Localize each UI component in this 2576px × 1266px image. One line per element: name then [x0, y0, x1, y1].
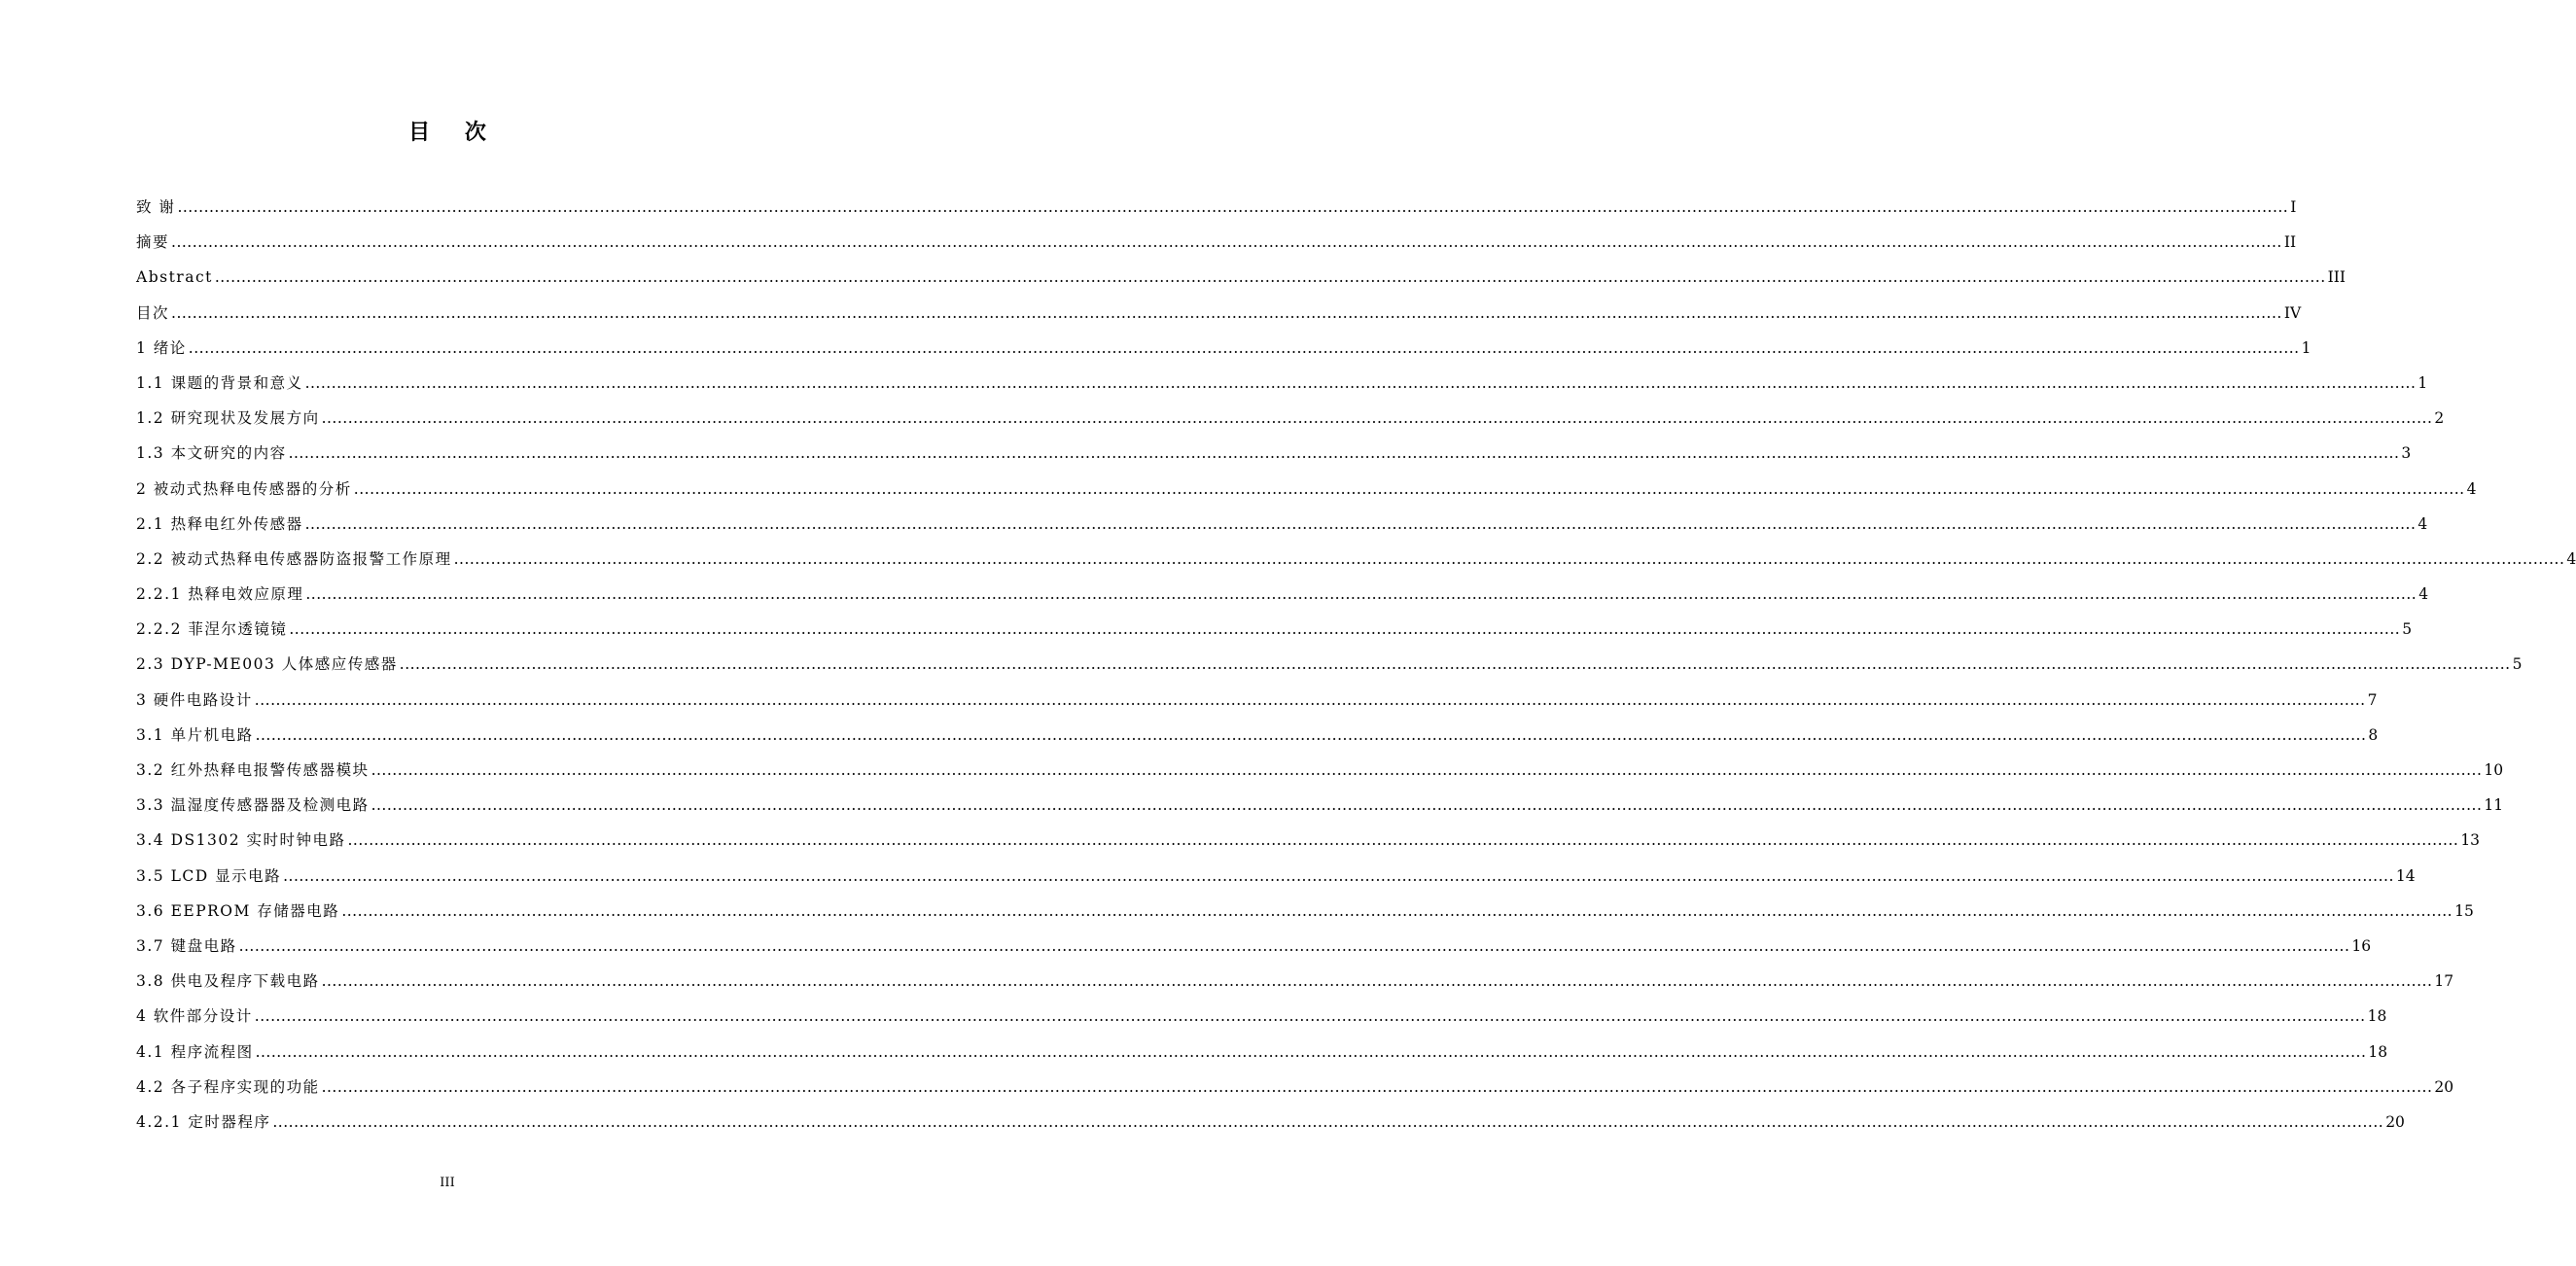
toc-entry-page: 1 [2417, 373, 2428, 392]
toc-dot-leader: ................................................................................................................................................................................................................................................................................................................................................................................................................ [254, 690, 2366, 709]
toc-dot-leader: ................................................................................................................................................................................................................................................................................................................................................................................................................ [171, 233, 2282, 252]
toc-entry-label: 2.3 DYP-ME003 人体感应传感器 [136, 655, 398, 674]
toc-dot-leader: ................................................................................................................................................................................................................................................................................................................................................................................................................ [171, 303, 2282, 322]
toc-entry-page: 20 [2434, 1077, 2454, 1096]
toc-dot-leader: ................................................................................................................................................................................................................................................................................................................................................................................................................ [254, 1007, 2366, 1026]
toc-entry [136, 792, 2504, 827]
toc-dot-leader: ................................................................................................................................................................................................................................................................................................................................................................................................................ [283, 866, 2394, 885]
toc-entry [136, 651, 2523, 686]
toc-dot-leader: ................................................................................................................................................................................................................................................................................................................................................................................................................ [214, 268, 2326, 287]
toc-entry-page: 4 [2417, 514, 2428, 533]
toc-entry [136, 335, 2311, 370]
toc-entry-label: 1.1 课题的背景和意义 [136, 373, 303, 392]
toc-dot-leader: ................................................................................................................................................................................................................................................................................................................................................................................................................ [255, 1042, 2367, 1061]
toc-entry [136, 863, 2416, 898]
page-number: III [440, 1176, 455, 1190]
toc-entry-page: 18 [2367, 1007, 2387, 1026]
toc-entry-page: 8 [2368, 725, 2379, 744]
toc-entry-page: I [2290, 198, 2297, 216]
toc-entry-label: 2.1 热释电红外传感器 [136, 514, 303, 533]
toc-entry-page: III [2327, 268, 2347, 287]
toc-entry [136, 405, 2445, 440]
toc-entry-page: 13 [2460, 831, 2481, 850]
toc-entry [136, 757, 2504, 792]
toc-dot-leader: ................................................................................................................................................................................................................................................................................................................................................................................................................ [321, 409, 2433, 428]
toc-entry-page: 2 [2434, 409, 2445, 428]
toc-entry [136, 1109, 2405, 1144]
toc-entry [136, 933, 2372, 968]
toc-dot-leader: ................................................................................................................................................................................................................................................................................................................................................................................................................ [399, 655, 2511, 674]
toc-entry [136, 229, 2297, 264]
toc-entry-page: 18 [2368, 1042, 2388, 1061]
page-title: 目 次 [408, 120, 500, 145]
toc-entry-label: 3.2 红外热释电报警传感器模块 [136, 761, 370, 779]
toc-entry [136, 1003, 2387, 1038]
toc-dot-leader: ................................................................................................................................................................................................................................................................................................................................................................................................................ [188, 338, 2300, 357]
toc-entry-page: 4 [2466, 479, 2477, 498]
table-of-contents [136, 194, 2576, 1144]
toc-entry-label: 4 软件部分设计 [136, 1007, 253, 1026]
toc-entry [136, 1039, 2388, 1074]
toc-dot-leader: ................................................................................................................................................................................................................................................................................................................................................................................................................ [304, 373, 2417, 392]
toc-dot-leader: ................................................................................................................................................................................................................................................................................................................................................................................................................ [288, 444, 2400, 463]
toc-entry [136, 827, 2481, 862]
toc-entry-page: 11 [2484, 796, 2504, 815]
toc-entry-label: 3.4 DS1302 实时时钟电路 [136, 831, 346, 850]
toc-dot-leader: ................................................................................................................................................................................................................................................................................................................................................................................................................ [353, 479, 2465, 498]
toc-dot-leader: ................................................................................................................................................................................................................................................................................................................................................................................................................ [305, 585, 2417, 604]
toc-entry-label: 3 硬件电路设计 [136, 690, 253, 709]
toc-entry [136, 968, 2454, 1003]
toc-entry-label: 4.2 各子程序实现的功能 [136, 1077, 320, 1096]
toc-entry-label: 3.1 单片机电路 [136, 725, 254, 744]
toc-entry [136, 194, 2297, 229]
toc-entry [136, 687, 2378, 722]
toc-entry-page: 4 [2418, 585, 2429, 604]
toc-entry [136, 370, 2428, 405]
toc-entry [136, 581, 2429, 616]
toc-entry-label: 1.2 研究现状及发展方向 [136, 409, 320, 428]
toc-entry-label: 3.8 供电及程序下载电路 [136, 972, 320, 991]
toc-entry-label: 3.5 LCD 显示电路 [136, 866, 282, 885]
toc-dot-leader: ................................................................................................................................................................................................................................................................................................................................................................................................................ [347, 831, 2459, 850]
toc-dot-leader: ................................................................................................................................................................................................................................................................................................................................................................................................................ [341, 901, 2453, 920]
toc-entry-page: 5 [2512, 655, 2523, 674]
toc-entry-page: 14 [2395, 866, 2416, 885]
toc-entry-label: 3.7 键盘电路 [136, 936, 237, 955]
toc-entry-page: 5 [2402, 620, 2413, 639]
toc-dot-leader: ................................................................................................................................................................................................................................................................................................................................................................................................................ [304, 514, 2417, 533]
toc-entry-label: 致 谢 [136, 198, 176, 216]
toc-entry-label: 4.1 程序流程图 [136, 1042, 254, 1061]
toc-dot-leader: ................................................................................................................................................................................................................................................................................................................................................................................................................ [371, 796, 2483, 815]
toc-entry-page: 1 [2301, 338, 2311, 357]
toc-entry [136, 440, 2412, 475]
toc-entry [136, 476, 2477, 511]
toc-entry-page: 16 [2351, 936, 2372, 955]
toc-entry-label: 摘要 [136, 233, 170, 252]
toc-entry-page: 10 [2484, 761, 2504, 779]
toc-dot-leader: ................................................................................................................................................................................................................................................................................................................................................................................................................ [371, 761, 2483, 779]
toc-dot-leader: ................................................................................................................................................................................................................................................................................................................................................................................................................ [238, 936, 2350, 955]
toc-entry [136, 264, 2347, 299]
toc-dot-leader: ................................................................................................................................................................................................................................................................................................................................................................................................................ [272, 1112, 2384, 1131]
toc-entry-label: 2.2.1 热释电效应原理 [136, 585, 304, 604]
toc-entry-label: 1.3 本文研究的内容 [136, 444, 287, 463]
toc-entry-page: 15 [2454, 901, 2474, 920]
toc-dot-leader: ................................................................................................................................................................................................................................................................................................................................................................................................................ [289, 620, 2401, 639]
toc-entry-label: Abstract [136, 268, 213, 287]
toc-dot-leader: ................................................................................................................................................................................................................................................................................................................................................................................................................ [255, 725, 2367, 744]
toc-entry [136, 898, 2474, 933]
toc-entry [136, 546, 2576, 581]
toc-entry-page: 7 [2367, 690, 2378, 709]
toc-entry-label: 4.2.1 定时器程序 [136, 1112, 271, 1131]
toc-entry [136, 300, 2302, 335]
toc-entry-label: 2 被动式热释电传感器的分析 [136, 479, 352, 498]
toc-entry-label: 3.6 EEPROM 存储器电路 [136, 901, 340, 920]
toc-entry-page: II [2283, 233, 2297, 252]
toc-entry-label: 1 绪论 [136, 338, 187, 357]
toc-entry [136, 722, 2379, 757]
toc-entry-page: 17 [2434, 972, 2454, 991]
toc-entry-page: IV [2283, 303, 2302, 322]
toc-entry-label: 目次 [136, 303, 170, 322]
toc-entry-label: 3.3 温湿度传感器器及检测电路 [136, 796, 370, 815]
toc-entry [136, 511, 2428, 546]
toc-dot-leader: ................................................................................................................................................................................................................................................................................................................................................................................................................ [177, 198, 2289, 216]
toc-entry [136, 1074, 2454, 1109]
toc-entry-label: 2.2 被动式热释电传感器防盗报警工作原理 [136, 549, 452, 568]
toc-dot-leader: ................................................................................................................................................................................................................................................................................................................................................................................................................ [453, 549, 2565, 568]
toc-entry-label: 2.2.2 菲涅尔透镜镜 [136, 620, 288, 639]
toc-entry-page: 20 [2385, 1112, 2405, 1131]
toc-dot-leader: ................................................................................................................................................................................................................................................................................................................................................................................................................ [321, 1077, 2433, 1096]
toc-dot-leader: ................................................................................................................................................................................................................................................................................................................................................................................................................ [321, 972, 2433, 991]
toc-entry [136, 616, 2413, 651]
toc-entry-page: 3 [2401, 444, 2412, 463]
toc-entry-page: 4 [2566, 549, 2576, 568]
